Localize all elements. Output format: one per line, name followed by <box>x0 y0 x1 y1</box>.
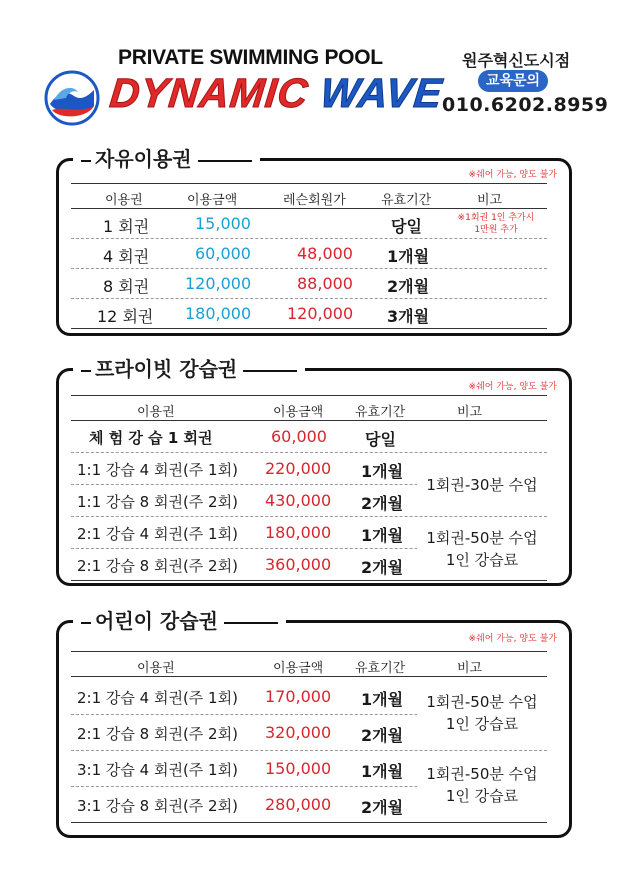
table-header <box>71 395 547 421</box>
kids-lesson-title: 어린이 강습권 <box>73 606 286 636</box>
lesson-name: 3:1 강습 8 회권(주 2회) <box>77 797 238 815</box>
lesson-period: 1개월 <box>361 690 404 709</box>
lesson-period: 2개월 <box>361 726 404 745</box>
table-row <box>71 299 547 329</box>
remark-30min: 1회권-30분 수업 <box>417 463 547 507</box>
remark-extra-person: ※1회권 1인 추가시 1만원 추가 <box>457 213 535 235</box>
col-header: 이용권 <box>137 405 175 420</box>
education-inquiry-badge: 교육문의 <box>478 70 548 92</box>
col-header: 이용금액 <box>273 405 324 420</box>
table-row <box>71 239 547 269</box>
table-header <box>71 651 547 677</box>
remark-50min: 1회권-50분 수업 1인 강습료 <box>417 763 547 811</box>
lesson-price: 170,000 <box>265 687 332 706</box>
private-lesson-section <box>56 357 572 586</box>
wave-logo-icon <box>44 70 100 126</box>
table-header <box>71 183 547 209</box>
lesson-name: 3:1 강습 4 회권(주 1회) <box>77 761 238 779</box>
lesson-price: 60,000 <box>271 427 327 446</box>
lesson-name: 2:1 강습 8 회권(주 2회) <box>77 557 238 575</box>
lesson-period: 2개월 <box>361 798 404 817</box>
pass-period: 2개월 <box>387 277 430 296</box>
pass-name: 4 회권 <box>103 247 150 266</box>
col-header: 레슨회원가 <box>283 193 346 208</box>
lesson-period: 1개월 <box>361 762 404 781</box>
pass-price: 180,000 <box>185 304 252 323</box>
pass-name: 12 회권 <box>97 307 154 326</box>
col-header: 비고 <box>477 193 503 208</box>
table-row <box>71 421 547 453</box>
lesson-period: 2개월 <box>361 558 404 577</box>
brand-subtitle: PRIVATE SWIMMING POOL <box>118 46 383 69</box>
lesson-period: 1개월 <box>361 526 404 545</box>
free-pass-section <box>56 147 572 336</box>
remark-50min: 1회권-50분 수업 1인 강습료 <box>417 527 547 575</box>
pass-period: 당일 <box>391 217 422 236</box>
col-header: 이용권 <box>137 661 175 676</box>
col-header: 비고 <box>457 405 483 420</box>
pass-name: 1 회권 <box>103 217 150 236</box>
lesson-name: 1:1 강습 8 회권(주 2회) <box>77 493 238 511</box>
lesson-price: 430,000 <box>265 491 332 510</box>
pass-period: 3개월 <box>387 307 430 326</box>
pass-price: 120,000 <box>185 274 252 293</box>
col-header: 이용금액 <box>273 661 324 676</box>
share-note: ※쉐어 가능, 양도 불가 <box>468 634 557 644</box>
lesson-name: 체 험 강 습 1 회권 <box>89 429 213 447</box>
col-header: 유효기간 <box>381 193 432 208</box>
brand-word-wave: WAVE <box>318 70 445 116</box>
lesson-price: 220,000 <box>265 459 332 478</box>
col-header: 이용권 <box>105 193 143 208</box>
lesson-name: 1:1 강습 4 회권(주 1회) <box>77 461 238 479</box>
lesson-name: 2:1 강습 4 회권(주 1회) <box>77 689 238 707</box>
member-price: 48,000 <box>297 244 353 263</box>
lesson-price: 360,000 <box>265 555 332 574</box>
header <box>0 0 621 130</box>
lesson-name: 2:1 강습 4 회권(주 1회) <box>77 525 238 543</box>
member-price: 120,000 <box>287 304 354 323</box>
lesson-price: 280,000 <box>265 795 332 814</box>
table-row <box>71 209 547 239</box>
free-pass-title: 자유이용권 <box>73 144 260 174</box>
pass-period: 1개월 <box>387 247 430 266</box>
pass-price: 60,000 <box>195 244 251 263</box>
member-price: 88,000 <box>297 274 353 293</box>
share-note: ※쉐어 가능, 양도 불가 <box>468 170 557 180</box>
phone-number: 010.6202.8959 <box>442 94 609 116</box>
lesson-price: 150,000 <box>265 759 332 778</box>
brand-name <box>108 70 445 117</box>
branch-name: 원주혁신도시점 <box>462 51 571 70</box>
table-row <box>71 269 547 299</box>
pass-name: 8 회권 <box>103 277 150 296</box>
col-header: 이용금액 <box>187 193 238 208</box>
col-header: 유효기간 <box>355 661 406 676</box>
share-note: ※쉐어 가능, 양도 불가 <box>468 382 557 392</box>
col-header: 유효기간 <box>355 405 406 420</box>
brand-word-dynamic: DYNAMIC <box>107 70 311 116</box>
lesson-price: 320,000 <box>265 723 332 742</box>
lesson-period: 당일 <box>365 430 396 449</box>
lesson-period: 2개월 <box>361 494 404 513</box>
remark-50min: 1회권-50분 수업 1인 강습료 <box>417 691 547 739</box>
private-lesson-title: 프라이빗 강습권 <box>73 354 305 384</box>
kids-lesson-section <box>56 609 572 838</box>
pass-price: 15,000 <box>195 214 251 233</box>
col-header: 비고 <box>457 661 483 676</box>
lesson-price: 180,000 <box>265 523 332 542</box>
lesson-period: 1개월 <box>361 462 404 481</box>
lesson-name: 2:1 강습 8 회권(주 2회) <box>77 725 238 743</box>
